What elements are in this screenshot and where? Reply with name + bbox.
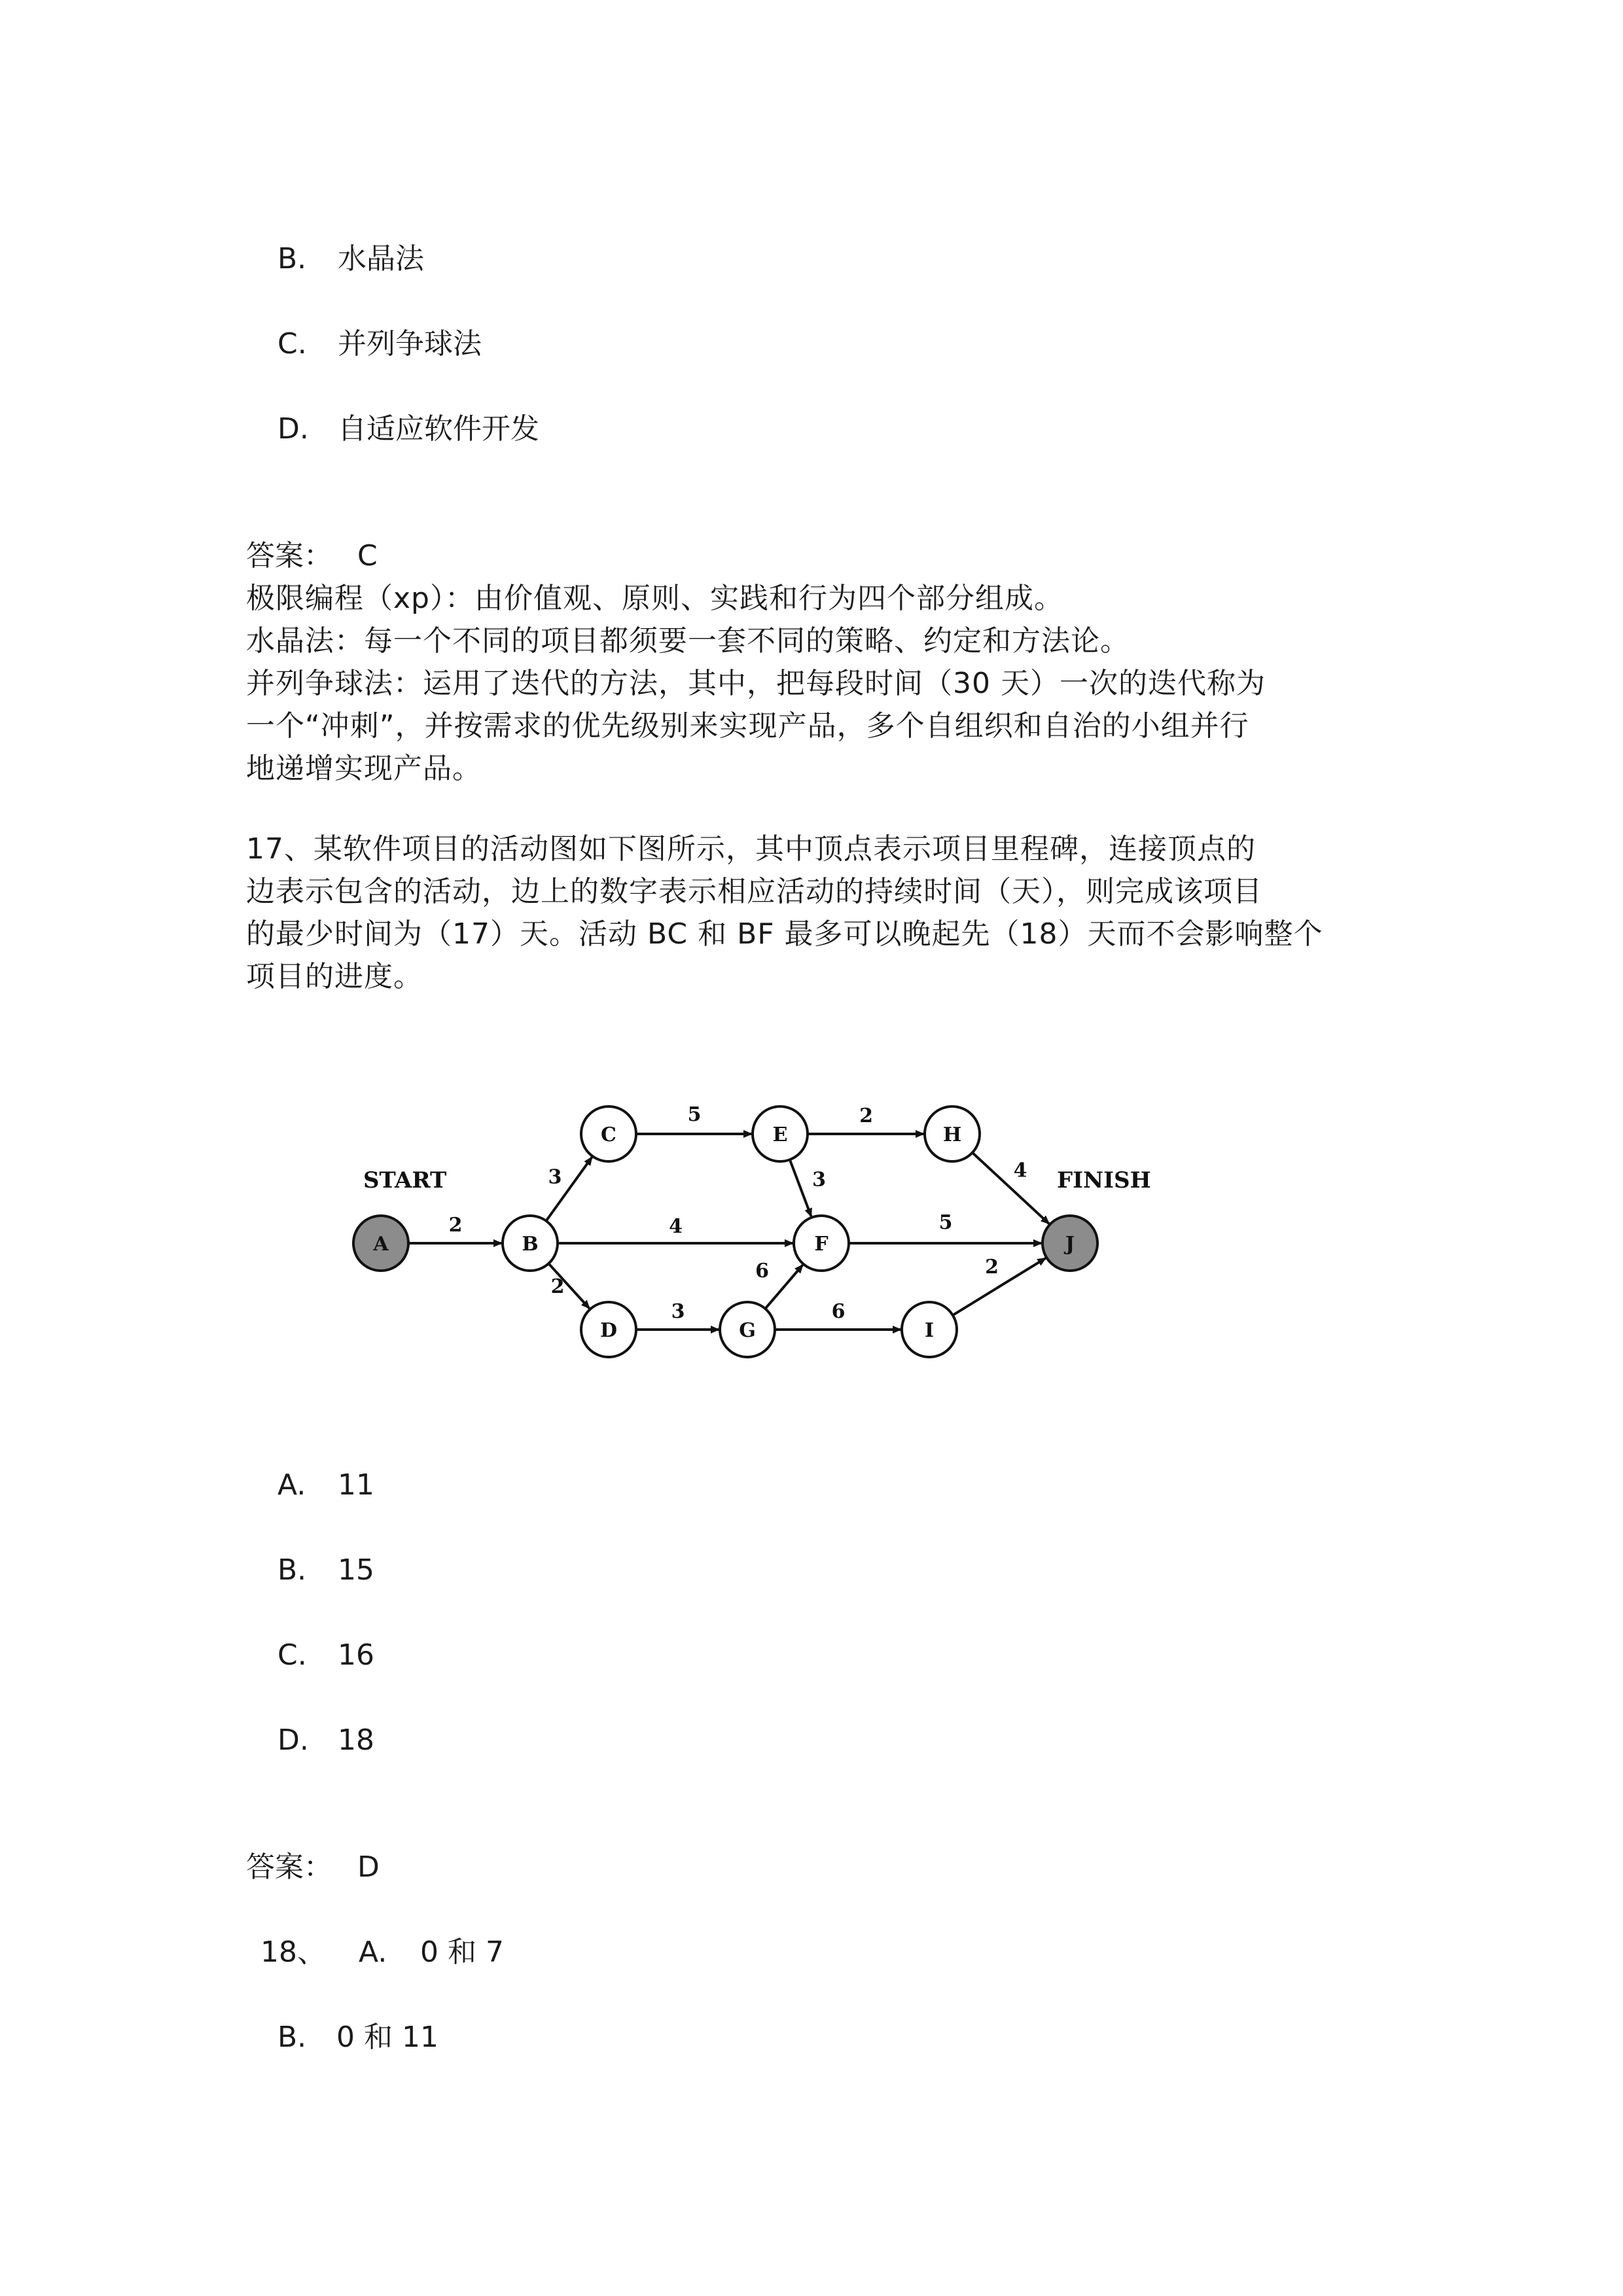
edge-weight-D-G: 3 — [671, 1300, 685, 1323]
q16-explanation-line: 水晶法：每一个不同的项目都须要一套不同的策略、约定和方法论。 — [246, 624, 1130, 658]
q17-question-line: 边表示包含的活动，边上的数字表示相应活动的持续时间（天），则完成该项目 — [246, 875, 1262, 908]
option-text: 并列争球法 — [338, 327, 482, 361]
option-letter: B. — [277, 2021, 307, 2054]
edge-E-F — [790, 1159, 812, 1216]
option-letter: A. — [359, 1935, 387, 1969]
q17-question-line: 项目的进度。 — [246, 960, 423, 993]
option-text: 水晶法 — [338, 242, 424, 275]
start-label: START — [363, 1167, 447, 1193]
q17-option-a — [277, 1467, 374, 1504]
option-letter: C. — [277, 1638, 307, 1672]
q18-number: 18、 — [260, 1935, 326, 1969]
q16-explanation-line: 地递增实现产品。 — [246, 752, 482, 785]
node-label-D: D — [599, 1319, 618, 1342]
q16-option-c — [277, 326, 482, 362]
node-label-B: B — [522, 1233, 539, 1256]
option-letter: C. — [277, 327, 307, 361]
edge-weight-I-J: 2 — [985, 1256, 999, 1279]
q17-answer — [246, 1849, 380, 1886]
option-text: 11 — [338, 1468, 374, 1502]
node-label-A: A — [373, 1233, 389, 1256]
option-text: 自适应软件开发 — [338, 412, 539, 446]
edge-H-J — [972, 1153, 1049, 1224]
edge-weight-B-F: 4 — [669, 1215, 683, 1238]
answer-value: C — [357, 539, 378, 573]
edge-weight-E-H: 2 — [859, 1104, 873, 1127]
option-text: 16 — [338, 1638, 374, 1672]
option-letter: D. — [277, 412, 309, 446]
edge-weight-G-F: 6 — [755, 1260, 769, 1282]
q17-option-d — [277, 1722, 374, 1759]
edge-I-J — [953, 1258, 1046, 1315]
node-label-E: E — [772, 1123, 788, 1146]
q16-option-d — [277, 411, 539, 448]
q16-explanation-line: 一个“冲刺”，并按需求的优先级别来实现产品，多个自组织和自治的小组并行 — [246, 709, 1249, 743]
answer-label: 答案： — [246, 539, 332, 573]
option-text: 0 和 11 — [336, 2021, 438, 2054]
q17-question-line: 的最少时间为（17）天。活动 BC 和 BF 最多可以晚起先（18）天而不会影响整个 — [246, 917, 1323, 951]
option-text: 15 — [338, 1553, 374, 1587]
edge-weight-E-F: 3 — [812, 1168, 826, 1192]
q17-option-c — [277, 1637, 374, 1674]
q16-explanation-line: 并列争球法：运用了迭代的方法，其中，把每段时间（30 天）一次的迭代称为 — [246, 667, 1266, 700]
option-letter: A. — [277, 1468, 306, 1502]
node-label-J: J — [1065, 1233, 1075, 1256]
activity-network-diagram — [340, 1083, 1191, 1390]
q17-question-line: 17、某软件项目的活动图如下图所示，其中顶点表示项目里程碑，连接顶点的 — [246, 832, 1256, 866]
edge-weight-B-D: 2 — [550, 1275, 565, 1298]
q16-option-b — [277, 241, 424, 277]
node-label-F: F — [814, 1233, 829, 1256]
edge-weight-G-I: 6 — [831, 1300, 846, 1323]
answer-value: D — [357, 1850, 380, 1884]
finish-label: FINISH — [1057, 1167, 1151, 1193]
node-label-G: G — [739, 1319, 756, 1342]
q18-first-line — [260, 1934, 504, 1971]
option-text: 0 和 7 — [420, 1935, 504, 1969]
edge-weight-H-J: 4 — [1013, 1159, 1027, 1182]
q18-option-b — [277, 2019, 438, 2056]
q16-explanation-line: 极限编程（xp）：由价值观、原则、实践和行为四个部分组成。 — [246, 582, 1063, 615]
node-label-H: H — [942, 1123, 962, 1146]
option-text: 18 — [338, 1723, 374, 1757]
edge-weight-C-E: 5 — [687, 1103, 702, 1126]
q16-answer — [246, 538, 378, 574]
q17-option-b — [277, 1552, 374, 1589]
option-letter: B. — [277, 242, 307, 275]
option-letter: D. — [277, 1723, 309, 1757]
node-label-I: I — [924, 1319, 935, 1342]
answer-label: 答案： — [246, 1850, 332, 1884]
edge-weight-B-C: 3 — [548, 1165, 562, 1189]
option-letter: B. — [277, 1553, 307, 1587]
node-label-C: C — [601, 1123, 616, 1146]
edge-weight-A-B: 2 — [448, 1214, 463, 1237]
edge-weight-F-J: 5 — [938, 1211, 953, 1234]
edge-G-F — [765, 1265, 802, 1309]
